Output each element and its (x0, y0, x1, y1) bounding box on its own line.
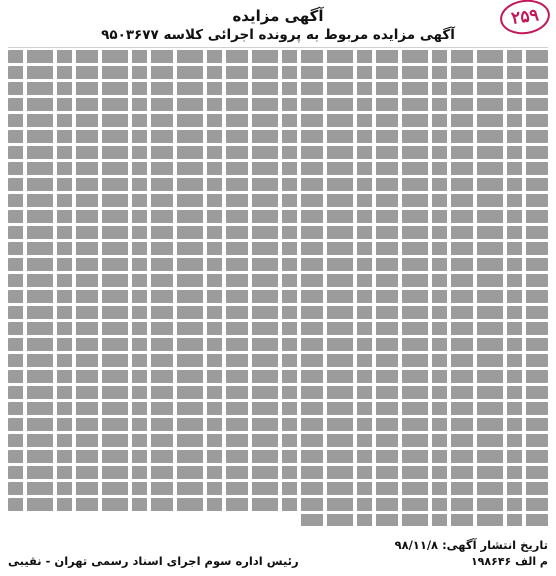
handwritten-page-number: ۲۵۹ (498, 0, 552, 37)
text-line (8, 370, 548, 383)
text-line (8, 50, 548, 63)
issuing-office: رئیس اداره سوم اجرای اسناد رسمی تهران - نقیبی (8, 554, 299, 568)
notice-footer (8, 537, 548, 570)
text-line (8, 482, 548, 495)
text-line (8, 130, 548, 143)
text-line (8, 402, 548, 415)
text-line (8, 418, 548, 431)
text-line (8, 210, 548, 223)
text-line (8, 98, 548, 111)
text-line (8, 226, 548, 239)
text-line (8, 258, 548, 271)
text-line (8, 290, 548, 303)
notice-subtitle: آگهی مزایده مربوط به پرونده اجرائی کلاسه ۹۵۰۳۶۷۷ (101, 27, 455, 43)
notice-body-text (8, 47, 548, 526)
text-line (8, 466, 548, 479)
text-line (8, 434, 548, 447)
text-line (8, 498, 548, 511)
text-line (8, 194, 548, 207)
text-line (8, 242, 548, 255)
text-line (8, 450, 548, 463)
text-line (8, 354, 548, 367)
text-line (8, 82, 548, 95)
text-line (8, 274, 548, 287)
text-line (8, 178, 548, 191)
text-line (8, 306, 548, 319)
notice-title: آگهی مزایده (232, 7, 324, 25)
text-line (8, 386, 548, 399)
footer-signature-row (8, 553, 548, 570)
text-line (8, 66, 548, 79)
text-line (8, 146, 548, 159)
text-line (8, 338, 548, 351)
text-line (300, 514, 548, 526)
text-line (8, 162, 548, 175)
text-line (8, 322, 548, 335)
reference-number: ۱۹۸۶۴۶ م الف (470, 555, 548, 568)
publish-date: تاریخ انتشار آگهی: ۹۸/۱۱/۸ (394, 538, 548, 552)
text-line (8, 114, 548, 127)
